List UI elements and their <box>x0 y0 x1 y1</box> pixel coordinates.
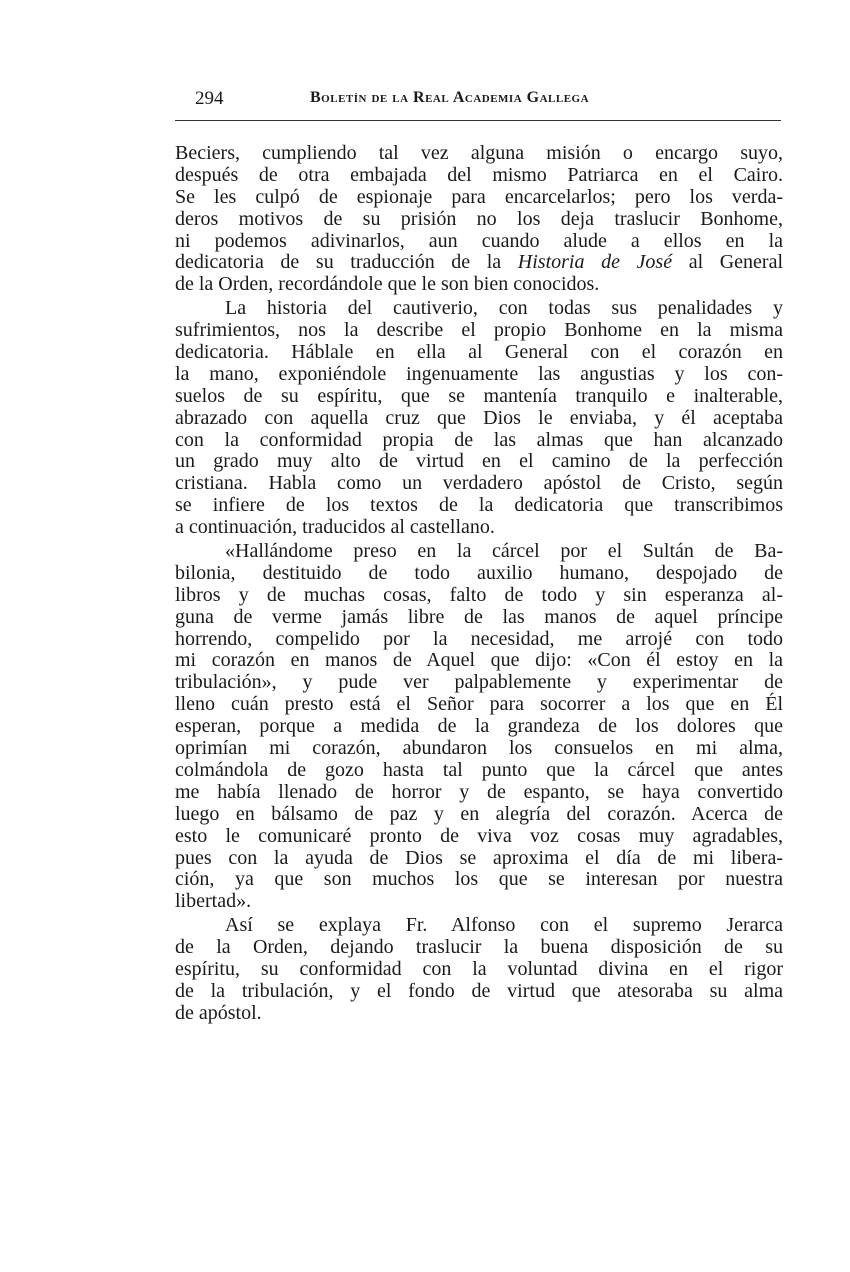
paragraph <box>175 541 783 913</box>
paragraph <box>175 915 783 1024</box>
paragraph <box>175 143 783 296</box>
running-title: Boletín de la Real Academia Gallega <box>310 89 590 106</box>
text-line: horrendo, compelido por la necesidad, me arrojé con todo <box>175 627 783 650</box>
text-line: la mano, exponiéndole ingenuamente las angustias y los con- <box>175 362 783 385</box>
text-line: se infiere de los textos de la dedicatoria que transcribimos <box>175 494 783 517</box>
text-line: esperan, porque a medida de la grandeza de los dolores que <box>175 715 783 738</box>
italic-title: Historia de José <box>517 251 673 274</box>
text-line: Beciers, cumpliendo tal vez alguna misión o encargo suyo, <box>175 142 783 164</box>
text-line <box>175 252 783 274</box>
text-line: «Hallándome preso en la cárcel por el Sultán de Ba- <box>225 540 783 563</box>
text-segment: al General <box>672 251 784 274</box>
text-line: tribulación», y pude ver palpablemente y experimentar de <box>175 671 783 694</box>
text-line: ni podemos adivinarlos, aun cuando alude a ellos en la <box>175 229 783 252</box>
text-line: con la conformidad propia de las almas que han alcanzado <box>175 428 783 451</box>
text-line: oprimían mi corazón, abundaron los consuelos en mi alma, <box>175 737 783 760</box>
text-line: suelos de su espíritu, que se mantenía tranquilo e inalterable, <box>175 384 783 407</box>
text-line: Así se explaya Fr. Alfonso con el supremo Jerarca <box>225 914 783 937</box>
text-line: de apóstol. <box>175 1001 262 1024</box>
text-line: ción, ya que son muchos los que se interesan por nuestra <box>175 868 783 891</box>
text-line: mi corazón en manos de Aquel que dijo: «Con él estoy en la <box>175 649 783 672</box>
page-number: 294 <box>195 88 224 109</box>
text-line: bilonia, destituido de todo auxilio humano, despojado de <box>175 561 783 584</box>
text-line: un grado muy alto de virtud en el camino de la perfección <box>175 450 783 473</box>
text-line: dedicatoria. Háblale en ella al General con el corazón en <box>175 341 783 364</box>
text-line: espíritu, su conformidad con la voluntad divina en el rigor <box>175 957 783 980</box>
text-line: a continuación, traducidos al castellano. <box>175 516 495 539</box>
text-line: sufrimientos, nos la describe el propio Bonhome en la misma <box>175 319 783 342</box>
text-line: después de otra embajada del mismo Patriarca en el Cairo. <box>175 163 783 186</box>
body-text <box>175 143 783 1025</box>
text-line: luego en bálsamo de paz y en alegría del corazón. Acerca de <box>175 802 783 825</box>
paragraph <box>175 298 783 539</box>
text-line: de la Orden, recordándole que le son bien conocidos. <box>175 273 600 296</box>
text-line: de la Orden, dejando traslucir la buena disposición de su <box>175 936 783 959</box>
text-line: La historia del cautiverio, con todas sus penalidades y <box>225 297 783 320</box>
text-line: lleno cuán presto está el Señor para socorrer a los que en Él <box>175 693 783 716</box>
header-rule <box>175 120 781 121</box>
text-line: Se les culpó de espionaje para encarcelarlos; pero los verda- <box>175 185 783 208</box>
text-line: deros motivos de su prisión no los deja traslucir Bonhome, <box>175 207 783 230</box>
text-line: guna de verme jamás libre de las manos de aquel príncipe <box>175 605 783 628</box>
text-segment: dedicatoria de su traducción de la <box>175 251 518 274</box>
text-line: abrazado con aquella cruz que Dios le enviaba, y él aceptaba <box>175 406 783 429</box>
text-line: esto le comunicaré pronto de viva voz cosas muy agradables, <box>175 824 783 847</box>
text-line: pues con la ayuda de Dios se aproxima el día de mi libera- <box>175 846 783 869</box>
text-line: cristiana. Habla como un verdadero apóstol de Cristo, según <box>175 472 783 495</box>
text-line: de la tribulación, y el fondo de virtud que atesoraba su alma <box>175 979 783 1002</box>
text-line: libros y de muchas cosas, falto de todo y sin esperanza al- <box>175 583 783 606</box>
text-line: libertad». <box>175 890 252 913</box>
text-line: colmándola de gozo hasta tal punto que la cárcel que antes <box>175 758 783 781</box>
text-line: me había llenado de horror y de espanto, se haya convertido <box>175 780 783 803</box>
